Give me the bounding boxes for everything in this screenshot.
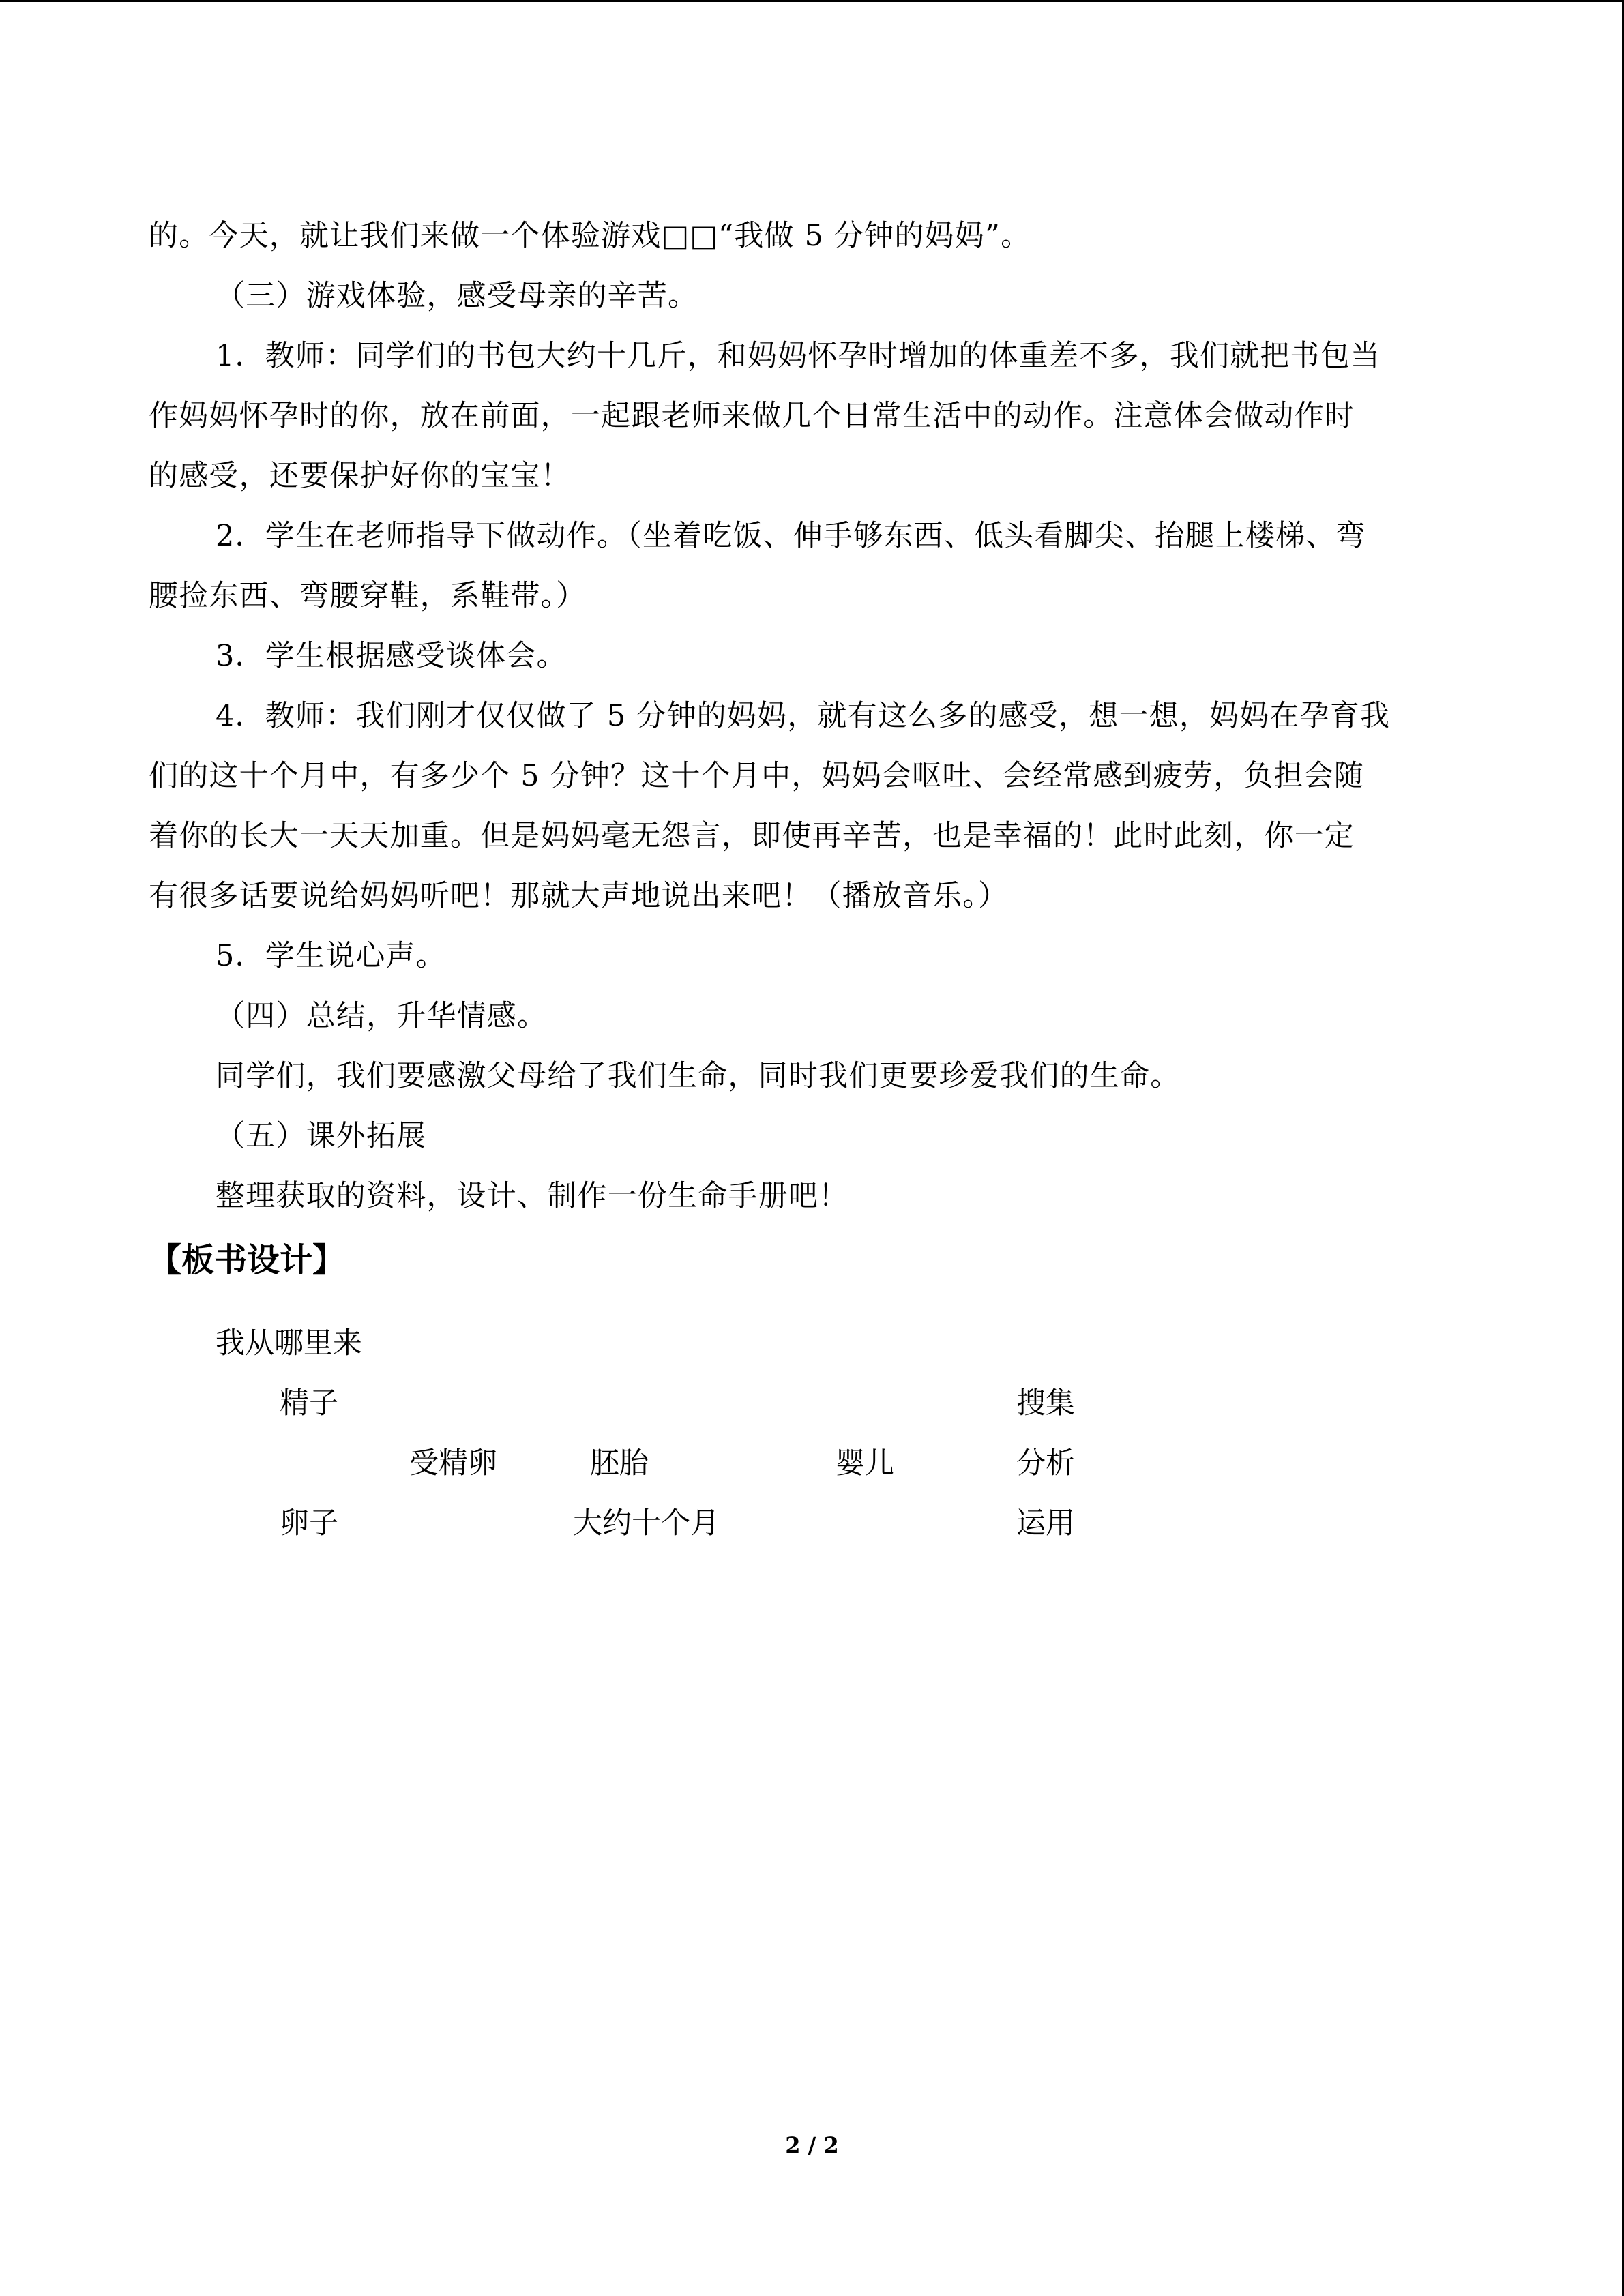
board-collect: 搜集	[1016, 1386, 1075, 1420]
body-line-4: 作妈妈怀孕时的你，放在前面，一起跟老师来做几个日常生活中的动作。注意体会做动作时	[149, 399, 1355, 433]
board-analyze: 分析	[1016, 1446, 1075, 1480]
board-egg: 卵子	[280, 1506, 338, 1540]
page-number: 2 / 2	[785, 2132, 839, 2158]
body-line-13: 5．学生说心声。	[216, 939, 446, 973]
board-embryo: 胚胎	[590, 1446, 649, 1480]
body-line-14: （四）总结，升华情感。	[216, 999, 548, 1033]
board-baby: 婴儿	[836, 1446, 894, 1480]
body-line-6: 2．学生在老师指导下做动作。（坐着吃饭、伸手够东西、低头看脚尖、抬腿上楼梯、弯	[216, 519, 1366, 553]
body-line-7: 腰捡东西、弯腰穿鞋，系鞋带。）	[149, 579, 587, 613]
body-line-16: （五）课外拓展	[216, 1119, 427, 1153]
board-duration: 大约十个月	[573, 1506, 720, 1540]
body-line-15: 同学们，我们要感激父母给了我们生命，同时我们更要珍爱我们的生命。	[216, 1059, 1181, 1093]
body-line-12: 有很多话要说给妈妈听吧！那就大声地说出来吧！（播放音乐。）	[149, 879, 1009, 913]
body-line-3: 1．教师：同学们的书包大约十几斤，和妈妈怀孕时增加的体重差不多，我们就把书包当	[216, 339, 1381, 373]
board-design-heading: 【板书设计】	[149, 1241, 346, 1279]
board-apply: 运用	[1016, 1506, 1075, 1540]
body-line-1: 的。今天，就让我们来做一个体验游戏□□“我做 5 分钟的妈妈”。	[149, 219, 1031, 253]
body-line-2: （三）游戏体验，感受母亲的辛苦。	[216, 279, 698, 313]
body-line-8: 3．学生根据感受谈体会。	[216, 639, 567, 673]
body-line-17: 整理获取的资料，设计、制作一份生命手册吧！	[216, 1179, 849, 1213]
board-sperm: 精子	[280, 1386, 338, 1420]
body-line-10: 们的这十个月中，有多少个 5 分钟？这十个月中，妈妈会呕吐、会经常感到疲劳，负担会随	[149, 759, 1365, 793]
body-line-5: 的感受，还要保护好你的宝宝！	[149, 459, 571, 493]
body-line-9: 4．教师：我们刚才仅仅做了 5 分钟的妈妈，就有这么多的感受，想一想，妈妈在孕育我	[216, 699, 1391, 733]
board-fertilized-egg: 受精卵	[409, 1446, 497, 1480]
body-line-11: 着你的长大一天天加重。但是妈妈毫无怨言，即使再辛苦，也是幸福的！此时此刻，你一定	[149, 819, 1355, 853]
board-title: 我从哪里来	[216, 1326, 362, 1360]
